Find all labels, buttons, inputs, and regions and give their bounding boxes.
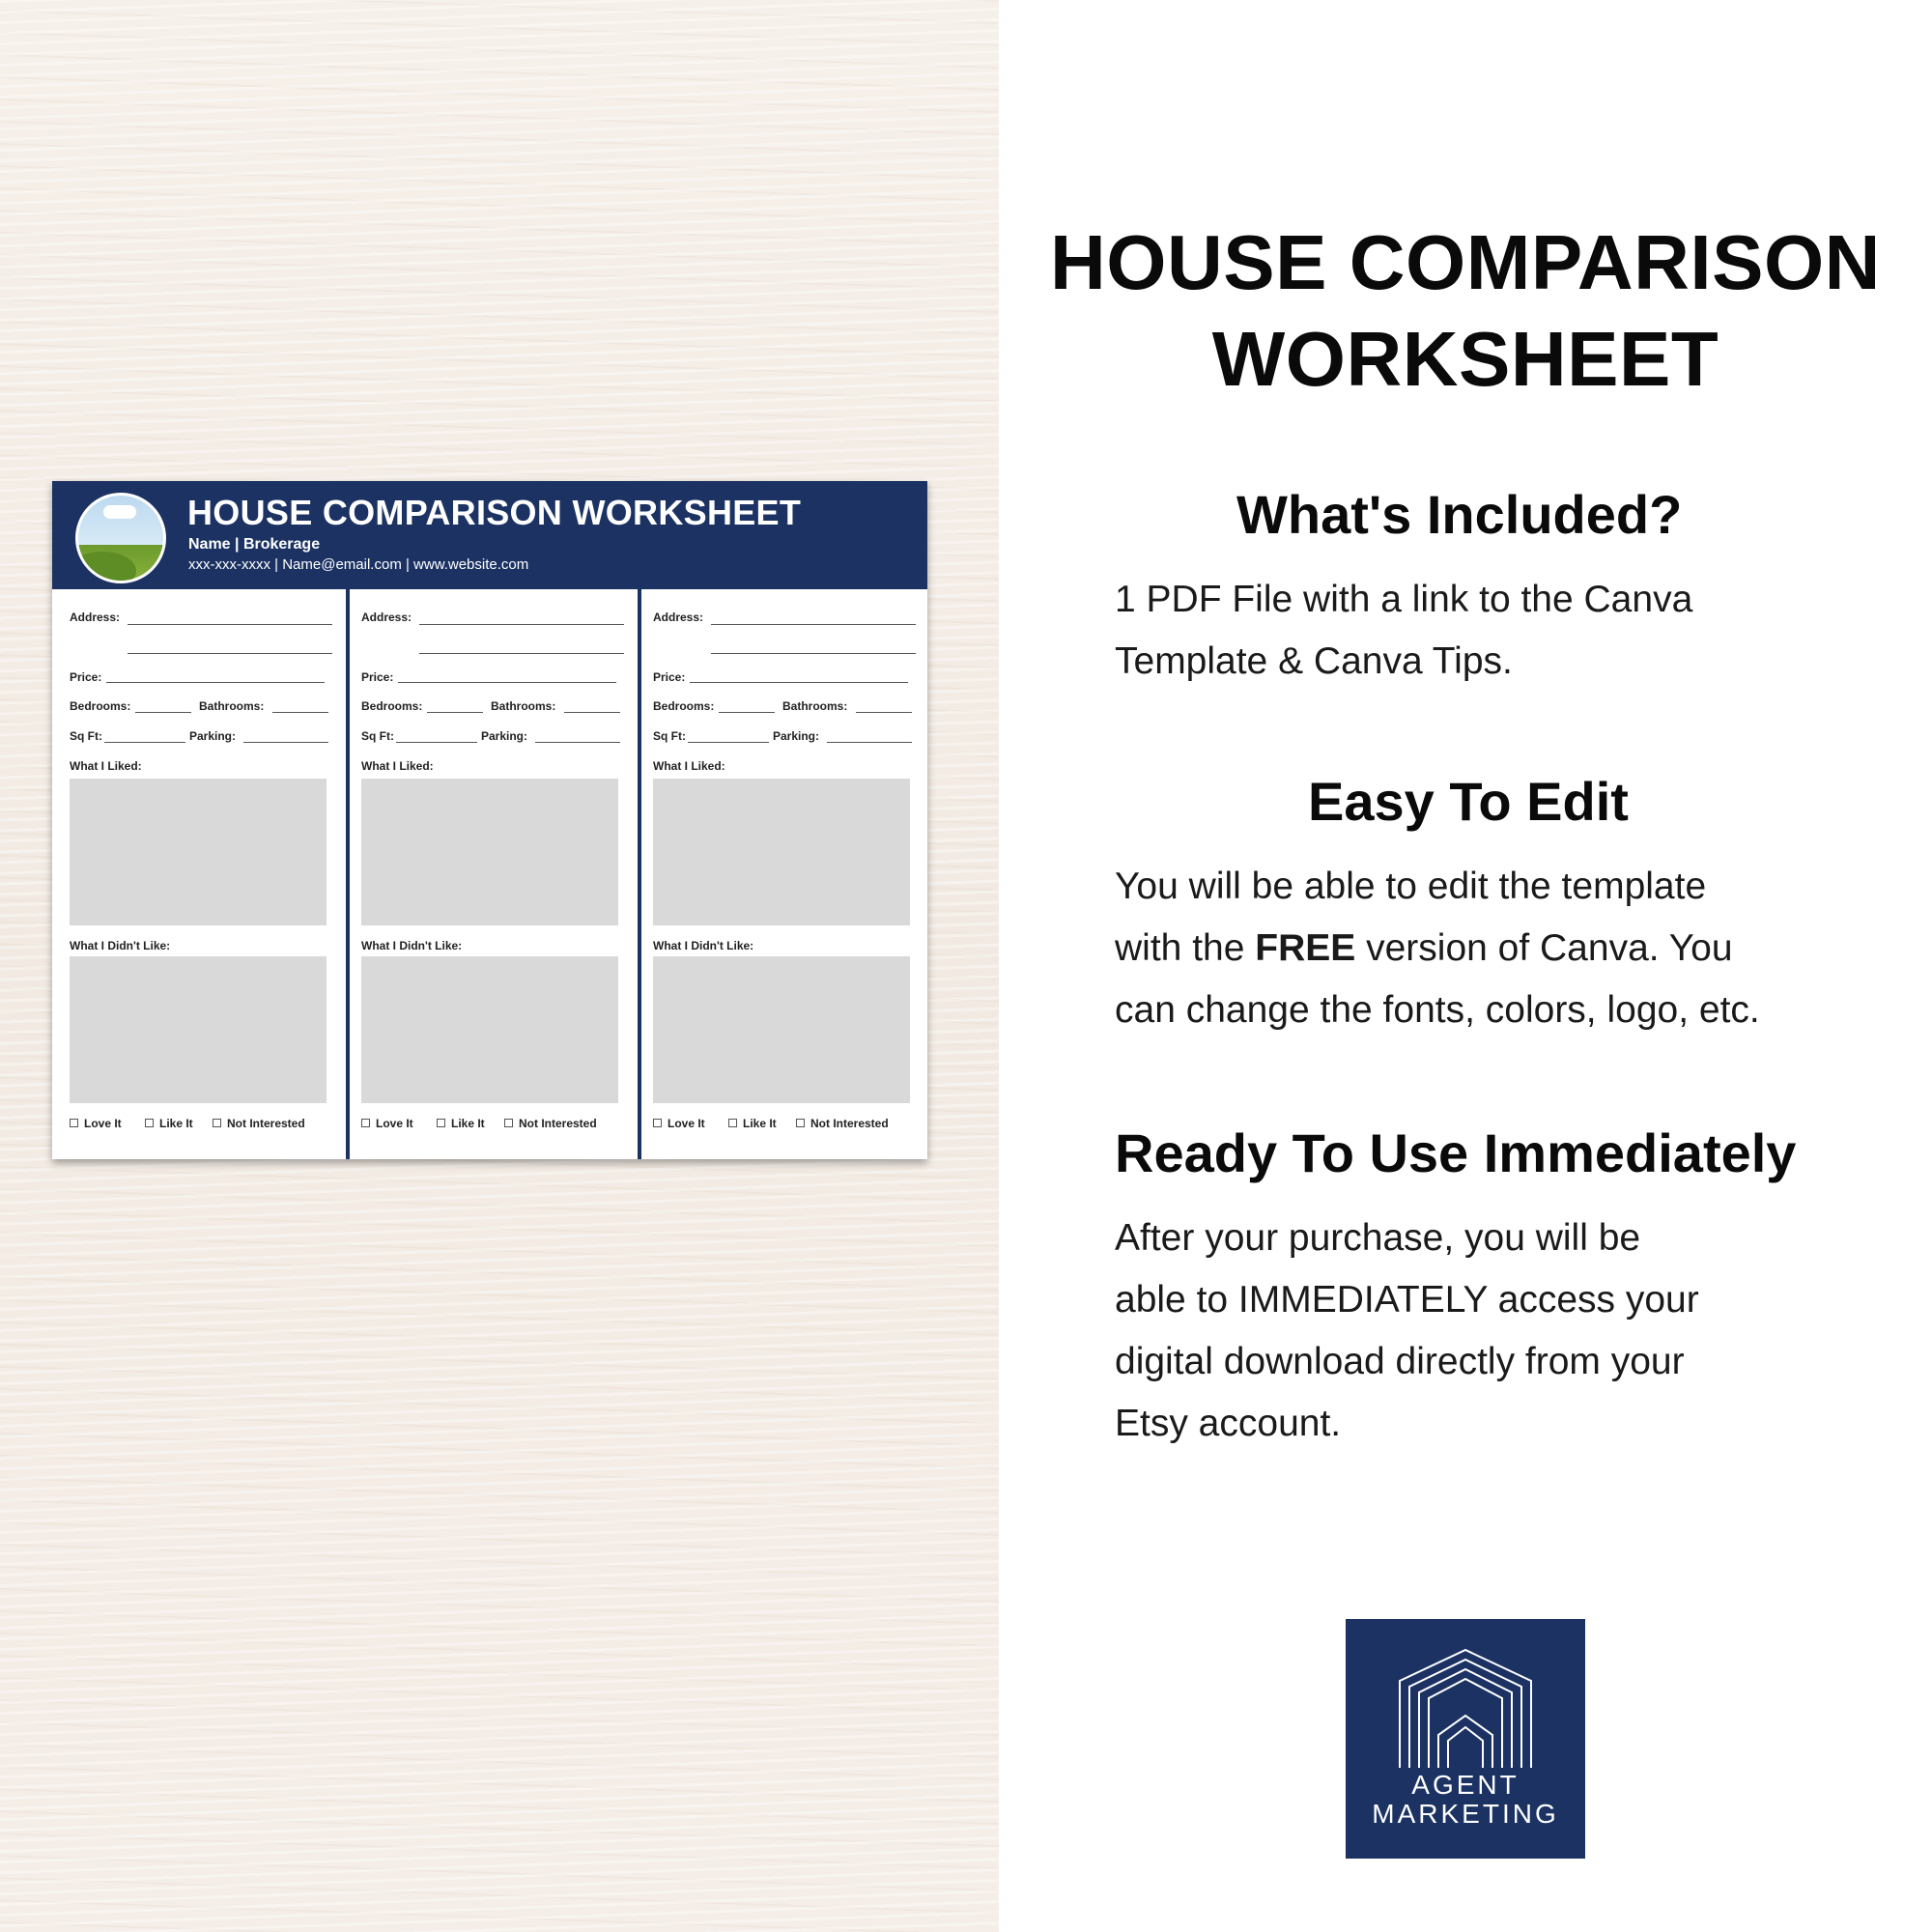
- bathrooms-line[interactable]: [564, 712, 620, 713]
- option-label: Like It: [451, 1117, 485, 1130]
- ready-heading: Ready To Use Immediately: [1115, 1122, 1797, 1183]
- edit-line3: can change the fonts, colors, logo, etc.: [1115, 989, 1760, 1031]
- liked-label: What I Liked:: [70, 759, 142, 773]
- checkbox-icon[interactable]: [504, 1119, 513, 1127]
- sqft-line[interactable]: [396, 742, 477, 743]
- ready-line2: able to IMMEDIATELY access your: [1115, 1279, 1699, 1321]
- house-column-3: [653, 589, 943, 1159]
- bedrooms-label: Bedrooms:: [361, 699, 423, 713]
- not-interested-option[interactable]: [504, 1117, 597, 1130]
- bathrooms-line[interactable]: [272, 712, 328, 713]
- bedrooms-line[interactable]: [135, 712, 191, 713]
- parking-label: Parking:: [189, 729, 237, 743]
- love-option[interactable]: [653, 1117, 705, 1130]
- parking-line[interactable]: [827, 742, 912, 743]
- page-title: [999, 214, 1932, 408]
- cloud-icon: [103, 505, 136, 519]
- bathrooms-label: Bathrooms:: [782, 699, 848, 713]
- checkbox-icon[interactable]: [213, 1119, 221, 1127]
- not-interested-option[interactable]: [213, 1117, 305, 1130]
- bathrooms-label: Bathrooms:: [491, 699, 556, 713]
- address-line-1[interactable]: [419, 624, 624, 625]
- option-label: Not Interested: [810, 1117, 889, 1130]
- sqft-line[interactable]: [104, 742, 185, 743]
- price-label: Price:: [361, 670, 394, 684]
- disliked-label: What I Didn't Like:: [361, 939, 463, 952]
- edit-body: [1115, 856, 1760, 1041]
- edit-line2: [1115, 918, 1760, 980]
- sqft-line[interactable]: [688, 742, 769, 743]
- landscape-logo-icon: [75, 493, 166, 583]
- price-line[interactable]: [106, 682, 325, 683]
- page-title-line1: HOUSE COMPARISON: [1050, 219, 1881, 305]
- disliked-label: What I Didn't Like:: [70, 939, 171, 952]
- included-line2: Template & Canva Tips.: [1115, 640, 1513, 682]
- included-line1: 1 PDF File with a link to the Canva: [1115, 579, 1693, 620]
- like-option[interactable]: [728, 1117, 777, 1130]
- page-title-line2: WORKSHEET: [1211, 316, 1719, 402]
- bathrooms-label: Bathrooms:: [199, 699, 265, 713]
- bedrooms-line[interactable]: [427, 712, 483, 713]
- worksheet-header: [52, 481, 927, 589]
- worksheet-title: HOUSE COMPARISON WORKSHEET: [187, 493, 802, 532]
- checkbox-icon[interactable]: [437, 1119, 445, 1127]
- edit-line2-post: version of Canva. You: [1355, 927, 1733, 969]
- edit-line1: You will be able to edit the template: [1115, 866, 1707, 907]
- bedrooms-label: Bedrooms:: [70, 699, 131, 713]
- liked-label: What I Liked:: [361, 759, 434, 773]
- address-label: Address:: [361, 611, 412, 624]
- disliked-label: What I Didn't Like:: [653, 939, 754, 952]
- option-label: Like It: [743, 1117, 777, 1130]
- price-label: Price:: [653, 670, 686, 684]
- checkbox-icon[interactable]: [653, 1119, 662, 1127]
- ready-line1: After your purchase, you will be: [1115, 1217, 1641, 1259]
- sqft-label: Sq Ft:: [70, 729, 102, 743]
- address-line-1[interactable]: [128, 624, 332, 625]
- option-label: Like It: [159, 1117, 193, 1130]
- price-label: Price:: [70, 670, 102, 684]
- love-option[interactable]: [70, 1117, 122, 1130]
- disliked-box[interactable]: [653, 956, 910, 1103]
- brand-line1: AGENT: [1411, 1770, 1520, 1800]
- house-column-1: [70, 589, 359, 1159]
- address-line-1[interactable]: [711, 624, 916, 625]
- included-body: [1115, 569, 1692, 693]
- edit-heading: Easy To Edit: [1308, 771, 1629, 832]
- bedrooms-label: Bedrooms:: [653, 699, 715, 713]
- address-line-2[interactable]: [128, 653, 332, 654]
- address-line-2[interactable]: [419, 653, 624, 654]
- hill-icon: [75, 552, 136, 583]
- house-column-2: [361, 589, 651, 1159]
- option-label: Not Interested: [519, 1117, 597, 1130]
- house-outline-icon: [1396, 1648, 1535, 1768]
- parking-label: Parking:: [481, 729, 528, 743]
- address-line-2[interactable]: [711, 653, 916, 654]
- free-emphasis: FREE: [1255, 927, 1356, 969]
- like-option[interactable]: [145, 1117, 193, 1130]
- ready-line4: Etsy account.: [1115, 1403, 1342, 1444]
- sqft-label: Sq Ft:: [361, 729, 394, 743]
- option-label: Love It: [668, 1117, 705, 1130]
- liked-label: What I Liked:: [653, 759, 725, 773]
- like-option[interactable]: [437, 1117, 485, 1130]
- sqft-label: Sq Ft:: [653, 729, 686, 743]
- not-interested-option[interactable]: [796, 1117, 889, 1130]
- option-label: Not Interested: [227, 1117, 305, 1130]
- bathrooms-line[interactable]: [856, 712, 912, 713]
- agent-marketing-logo: [1346, 1619, 1585, 1859]
- disliked-box[interactable]: [361, 956, 618, 1103]
- ready-body: [1115, 1208, 1699, 1455]
- checkbox-icon[interactable]: [728, 1119, 737, 1127]
- checkbox-icon[interactable]: [70, 1119, 78, 1127]
- parking-line[interactable]: [243, 742, 328, 743]
- worksheet-contact: xxx-xxx-xxxx | Name@email.com | www.website.com: [188, 556, 529, 573]
- checkbox-icon[interactable]: [796, 1119, 805, 1127]
- parking-line[interactable]: [535, 742, 620, 743]
- worksheet-preview: [52, 481, 927, 1159]
- price-line[interactable]: [398, 682, 616, 683]
- address-label: Address:: [653, 611, 704, 624]
- brand-line2: MARKETING: [1372, 1799, 1559, 1829]
- address-label: Address:: [70, 611, 121, 624]
- included-heading: What's Included?: [1236, 484, 1683, 545]
- option-label: Love It: [84, 1117, 122, 1130]
- love-option[interactable]: [361, 1117, 413, 1130]
- checkbox-icon[interactable]: [145, 1119, 154, 1127]
- disliked-box[interactable]: [70, 956, 327, 1103]
- checkbox-icon[interactable]: [361, 1119, 370, 1127]
- edit-line2-pre: with the: [1115, 927, 1256, 969]
- liked-box[interactable]: [361, 779, 618, 925]
- worksheet-subtitle: Name | Brokerage: [188, 536, 321, 553]
- option-label: Love It: [376, 1117, 413, 1130]
- liked-box[interactable]: [653, 779, 910, 925]
- ready-line3: digital download directly from your: [1115, 1341, 1685, 1382]
- bedrooms-line[interactable]: [719, 712, 775, 713]
- liked-box[interactable]: [70, 779, 327, 925]
- price-line[interactable]: [690, 682, 908, 683]
- parking-label: Parking:: [773, 729, 820, 743]
